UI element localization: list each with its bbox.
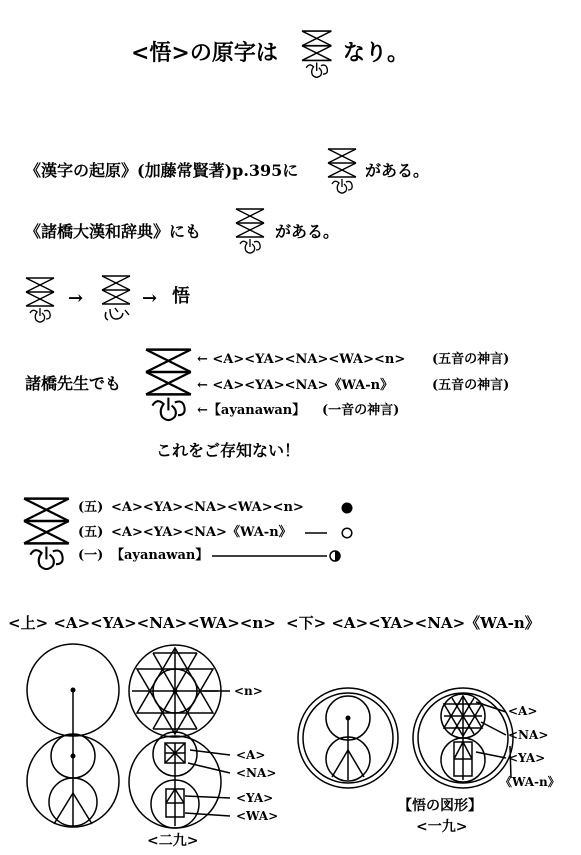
five-sound-line-2: ← <A><YA><NA>《WA-n》 [197,378,394,393]
connector-line [212,549,332,563]
lower-label-a: <A> [508,704,538,718]
one-sound-line: ←【ayanawan】 [197,403,306,418]
wu-original-glyph-large [146,348,194,418]
legend-num: (一) [78,548,104,563]
lower-label-na: <NA> [508,728,549,742]
legend-text: <A><YA><NA>《WA-n》 [111,525,292,540]
half-circle-icon [329,549,343,563]
lower-label-ya: <YA> [508,751,546,765]
upper-heading: <上> <A><YA><NA><WA><n> [8,614,276,632]
upper-label-na: <NA> [236,766,277,780]
wu-intermediate-glyph [100,275,134,323]
title-suffix: なり。 [343,40,410,66]
lower-caption-title: 【悟の図形】 [398,798,482,814]
five-sound-note: (五音の神言) [432,378,510,393]
legend-text: 【ayanawan】 [111,548,209,563]
connector-line [305,526,345,540]
filled-circle-icon [341,501,355,515]
lower-heading: <下> <A><YA><NA>《WA-n》 [286,614,540,632]
lower-caption: <一九> [416,819,468,835]
morohashi-prefix: 諸橋先生でも [25,374,122,393]
arrow-right-icon: → [142,288,158,309]
one-sound-note: (一音の神言) [322,403,400,418]
wu-original-glyph [328,148,358,193]
open-circle-icon [341,526,355,540]
reference-suffix: がある。 [365,161,430,180]
wu-original-glyph [236,208,266,253]
reference-suffix: がある。 [275,222,340,241]
upper-label-ya: <YA> [236,791,274,805]
reference-kanji-origin: 《漢字の起原》(加藤常賢著)p.395に [25,161,299,180]
wu-original-glyph [302,30,334,76]
wu-modern-character: 悟 [172,286,190,307]
five-sound-note: (五音の神言) [432,352,510,367]
upper-caption: <二九> [147,833,199,849]
reference-morohashi: 《諸橋大漢和辞典》にも [25,222,202,241]
wu-original-glyph-large [24,497,72,567]
remark: これをご存知ない！ [156,441,301,460]
upper-label-wa: <WA> [236,809,279,823]
upper-label-a: <A> [236,748,266,762]
legend-num: (五) [78,500,104,515]
title-prefix: <悟>の原字は [131,40,278,66]
five-sound-line-1: ← <A><YA><NA><WA><n> [197,352,406,367]
lower-label-wa-n: 《WA-n》 [500,775,560,789]
arrow-right-icon: → [68,288,84,309]
upper-label-n: <n> [234,684,263,698]
lower-figure [298,680,558,810]
wu-original-glyph [26,277,56,322]
legend-text: <A><YA><NA><WA><n> [111,500,304,515]
legend-num: (五) [78,525,104,540]
